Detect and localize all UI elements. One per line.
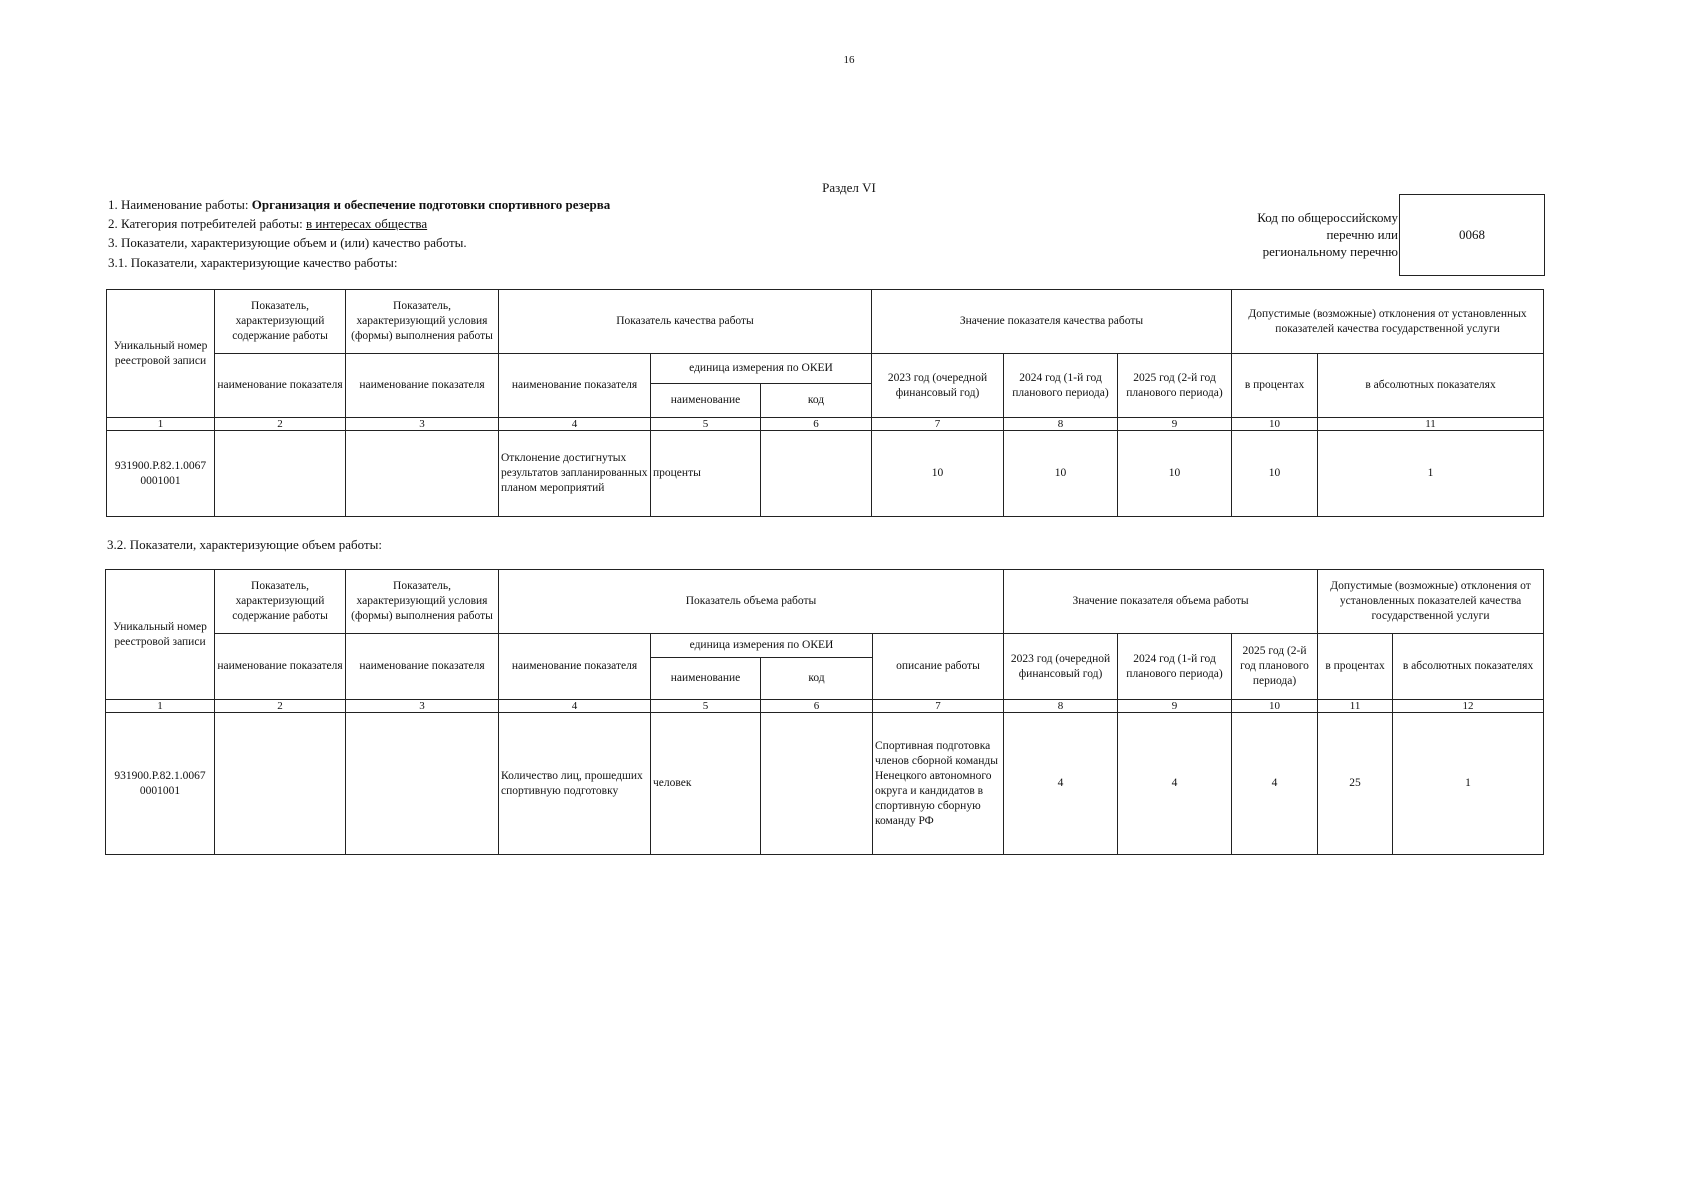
header-unit-name: наименование [651,658,761,700]
column-number: 2 [215,418,346,431]
work-name-line [108,197,610,213]
header-year-2025: 2025 год (2-й год планового периода) [1232,634,1318,700]
header-volume-indicator: Показатель объема работы [499,570,1004,634]
header-conditions-indicator: Показатель, характеризующий условия (формы) выполнения работы [346,290,499,354]
header-volume-value: Значение показателя объема работы [1004,570,1318,634]
column-number: 1 [106,700,215,713]
consumer-category-line [108,216,427,232]
header-unit-name: наименование [651,384,761,418]
header-indicator-name: наименование показателя [499,354,651,418]
code-label-line3: региональному перечню [1262,244,1398,259]
column-number: 2 [215,700,346,713]
code-label [1170,209,1398,260]
cell-work-description: Спортивная подготовка членов сборной команды Ненецкого автономного округа и кандидатов в спортивную сборную команду РФ [873,713,1004,855]
header-unique-number: Уникальный номер реестровой записи [106,570,215,700]
cell-percent: 10 [1232,431,1318,517]
column-number: 11 [1318,700,1393,713]
quality-indicators-heading: 3.1. Показатели, характеризующие качество работы: [108,255,398,270]
column-number: 6 [761,700,873,713]
header-year-2025: 2025 год (2-й год планового периода) [1118,354,1232,418]
column-number: 1 [107,418,215,431]
cell-absolute: 1 [1393,713,1544,855]
column-number: 7 [873,700,1004,713]
cell-indicator: Отклонение достигнутых результатов запланированных планом мероприятий [499,431,651,517]
cell-value-2024: 10 [1004,431,1118,517]
header-indicator-name: наименование показателя [346,634,499,700]
header-unit-code: код [761,384,872,418]
header-content-indicator: Показатель, характеризующий содержание работы [215,290,346,354]
header-indicator-name: наименование показателя [215,354,346,418]
cell-value-2024: 4 [1118,713,1232,855]
header-quality-value: Значение показателя качества работы [872,290,1232,354]
column-number: 12 [1393,700,1544,713]
code-label-line1: Код по общероссийскому [1257,210,1398,225]
header-okei-unit: единица измерения по ОКЕИ [651,634,873,658]
cell-unique-number: 931900.Р.82.1.0067 0001001 [106,713,215,855]
header-indicator-name: наименование показателя [499,634,651,700]
indicators-line: 3. Показатели, характеризующие объем и (или) качество работы. [108,235,467,250]
header-indicator-name: наименование показателя [346,354,499,418]
column-number: 6 [761,418,872,431]
quality-table [106,289,1544,517]
cell-value-2025: 10 [1118,431,1232,517]
column-number: 4 [499,418,651,431]
header-conditions-indicator: Показатель, характеризующий условия (формы) выполнения работы [346,570,499,634]
column-number: 4 [499,700,651,713]
table-row [106,713,1544,855]
column-number: 5 [651,418,761,431]
header-quality-indicator: Показатель качества работы [499,290,872,354]
header-unique-number: Уникальный номер реестровой записи [107,290,215,418]
header-year-2023: 2023 год (очередной финансовый год) [872,354,1004,418]
cell-conditions [346,713,499,855]
consumer-category-value: в интересах общества [305,216,428,231]
header-percent: в процентах [1318,634,1393,700]
cell-percent: 25 [1318,713,1393,855]
column-number: 5 [651,700,761,713]
header-year-2024: 2024 год (1-й год планового периода) [1118,634,1232,700]
work-name-prefix: 1. Наименование работы: [108,197,252,212]
code-box [1399,194,1545,276]
column-number: 10 [1232,700,1318,713]
header-indicator-name: наименование показателя [215,634,346,700]
header-year-2023: 2023 год (очередной финансовый год) [1004,634,1118,700]
code-value: 0068 [1459,227,1485,242]
cell-value-2023: 4 [1004,713,1118,855]
header-absolute: в абсолютных показателях [1393,634,1544,700]
column-number: 3 [346,418,499,431]
header-okei-unit: единица измерения по ОКЕИ [651,354,872,384]
header-content-indicator: Показатель, характеризующий содержание работы [215,570,346,634]
cell-value-2023: 10 [872,431,1004,517]
cell-indicator: Количество лиц, прошедших спортивную подготовку [499,713,651,855]
consumer-category-prefix: 2. Категория потребителей работы: [108,216,306,231]
column-number: 8 [1004,418,1118,431]
header-work-description: описание работы [873,634,1004,700]
code-label-line2: перечню или [1326,227,1398,242]
cell-unique-number: 931900.Р.82.1.0067 0001001 [107,431,215,517]
cell-absolute: 1 [1318,431,1544,517]
header-unit-code: код [761,658,873,700]
work-name: Организация и обеспечение подготовки спортивного резерва [251,197,611,212]
cell-unit-code [761,431,872,517]
header-deviation: Допустимые (возможные) отклонения от установленных показателей качества государственной услуги [1232,290,1544,354]
header-year-2024: 2024 год (1-й год планового периода) [1004,354,1118,418]
column-number: 9 [1118,700,1232,713]
table-row [107,431,1544,517]
column-number: 9 [1118,418,1232,431]
column-number: 3 [346,700,499,713]
section-title: Раздел VI [822,180,876,195]
header-deviation: Допустимые (возможные) отклонения от установленных показателей качества государственной услуги [1318,570,1544,634]
cell-value-2025: 4 [1232,713,1318,855]
column-number: 7 [872,418,1004,431]
column-number: 10 [1232,418,1318,431]
cell-conditions [346,431,499,517]
header-percent: в процентах [1232,354,1318,418]
cell-unit-name: человек [651,713,761,855]
cell-unit-code [761,713,873,855]
volume-indicators-heading: 3.2. Показатели, характеризующие объем работы: [107,537,382,552]
cell-unit-name: проценты [651,431,761,517]
column-number: 8 [1004,700,1118,713]
column-number: 11 [1318,418,1544,431]
header-absolute: в абсолютных показателях [1318,354,1544,418]
page-number: 16 [843,54,855,66]
volume-table [105,569,1544,855]
cell-content [215,431,346,517]
cell-content [215,713,346,855]
